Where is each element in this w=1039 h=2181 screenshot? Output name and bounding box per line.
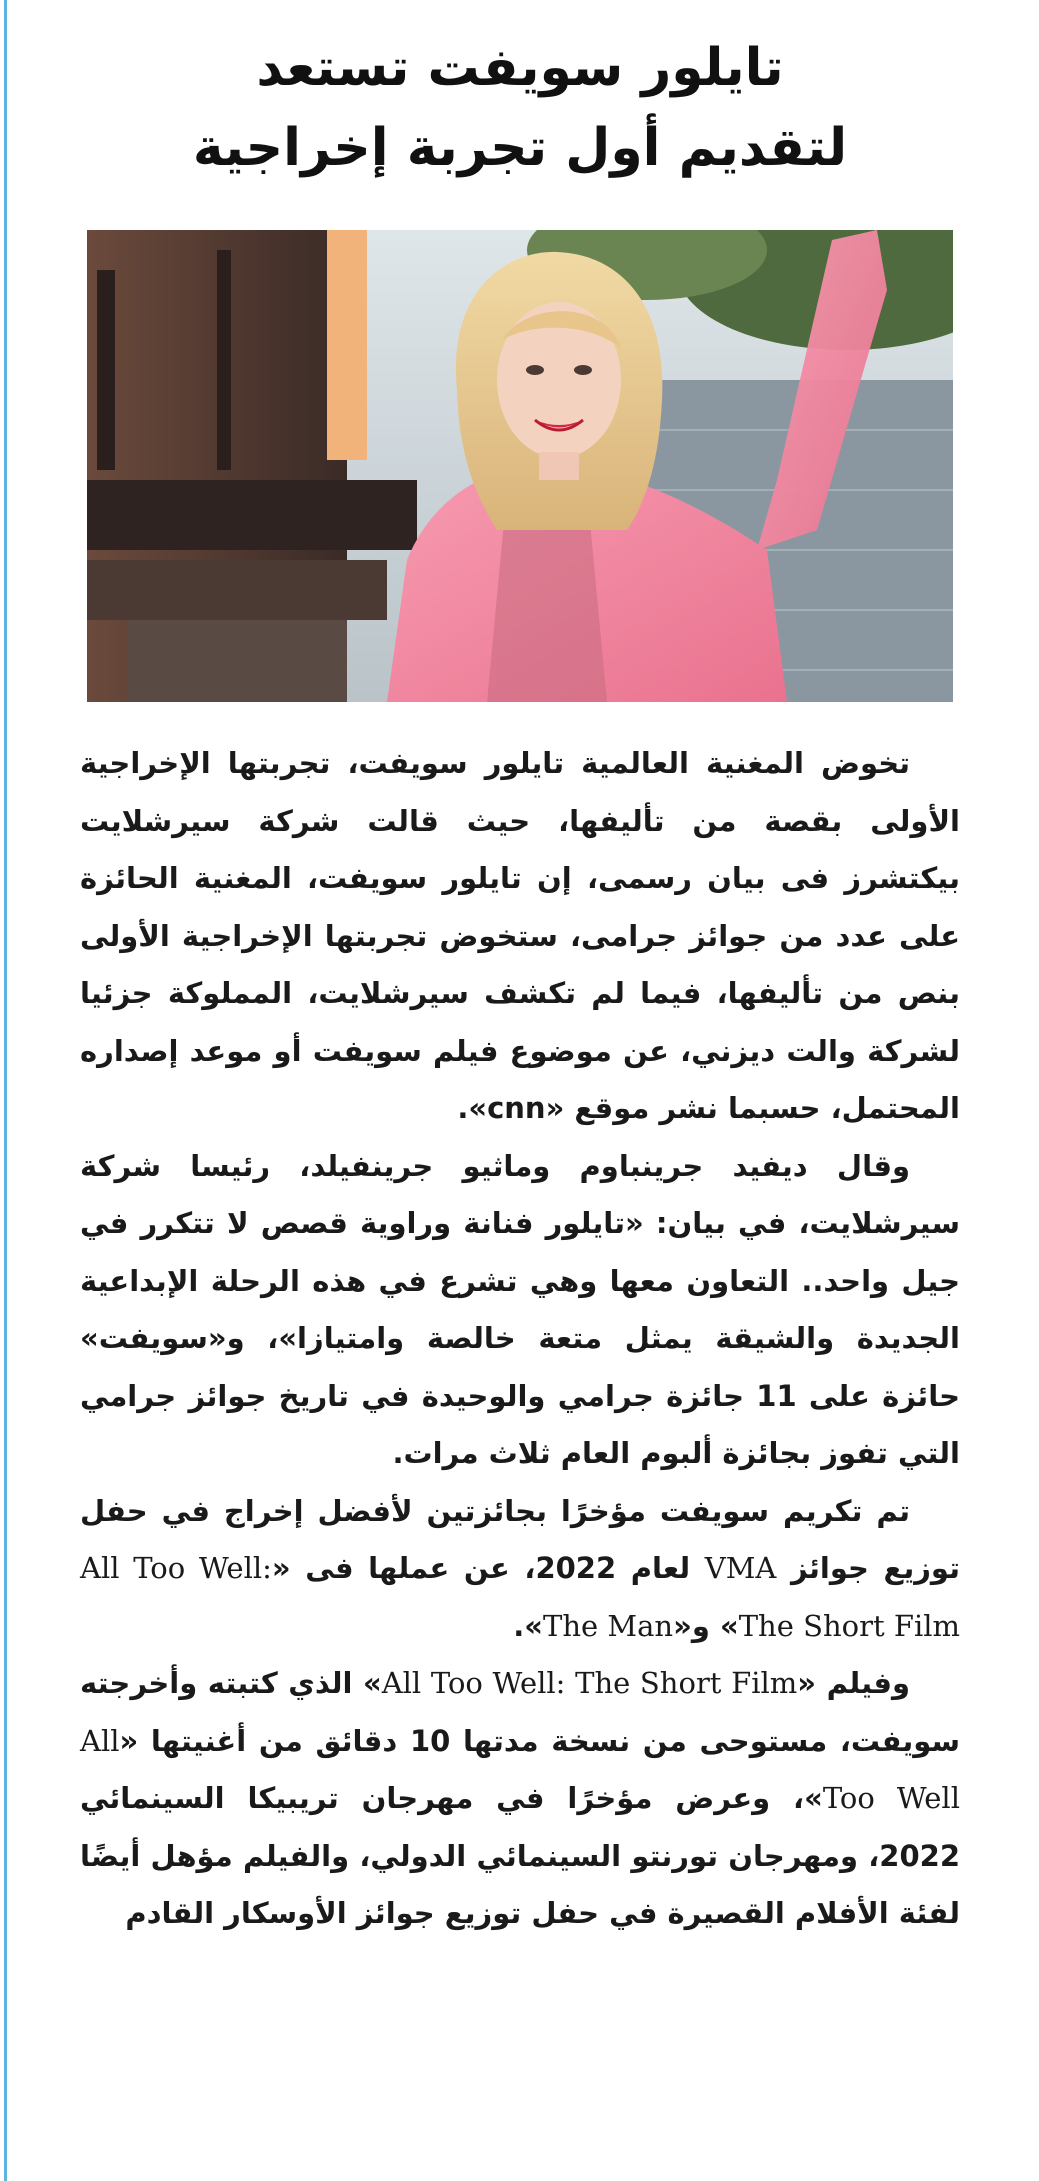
- short-film-title-2: All Too Well: The Short Film: [381, 1666, 798, 1700]
- paragraph-4-text-c: »، وعرض مؤخرًا في مهرجان تريبيكا السينمائي 2022، ومهرجان تورنتو السينمائي الدولي، والفيلم مؤهل أيضًا لفئة الأفلام القصيرة في حفل توزيع جوائز الأوسكار القادم: [80, 1781, 960, 1930]
- article-paragraph-1: تخوض المغنية العالمية تايلور سويفت، تجربتها الإخراجية الأولى بقصة من تأليفها، حيث قالت شركة سيرشلايت بيكتشرز فى بيان رسمى، إن تايلور سويفت، المغنية الحائزة على عدد من جوائز جرامى، ستخوض تجربتها الإخراجية الأولى بنص من تأليفها، فيما لم تكشف سيرشلايت، المملوكة جزئيا لشركة والت ديزني، عن موضوع فيلم سويفت أو موعد إصداره المحتمل، حسبما نشر موقع «cnn».: [80, 746, 960, 1125]
- article-photo: [87, 230, 953, 702]
- paragraph-3-text-d: ».: [513, 1608, 544, 1643]
- headline-line-1: تايلور سويفت تستعد: [256, 38, 784, 98]
- article-paragraph-3: [80, 1483, 960, 1656]
- headline-line-2: لتقديم أول تجربة إخراجية: [192, 118, 848, 178]
- paragraph-3-text-a: تم تكريم سويفت مؤخرًا بجائزتين لأفضل إخراج في حفل توزيع جوائز: [80, 1493, 961, 1585]
- song-title: All Too Well: [80, 1723, 960, 1815]
- paragraph-3-text-b: لعام 2022، عن عملها فى «: [271, 1551, 705, 1585]
- short-film-title: All Too Well: The Short Film: [80, 1551, 960, 1643]
- taylor-swift-photo-icon: [87, 230, 953, 702]
- article-paragraph-4: [80, 1655, 960, 1943]
- paragraph-4-text-b: » الذي كتبته وأخرجته سويفت، مستوحى من نسخة مدتها 10 دقائق من أغنيتها «: [80, 1666, 960, 1758]
- paragraph-4-text-a: وفيلم «: [797, 1666, 910, 1700]
- article-body: [80, 735, 960, 1943]
- column-divider-line: [4, 0, 7, 2181]
- the-man-title: The Man: [543, 1608, 674, 1643]
- article-headline: [60, 28, 980, 188]
- article-paragraph-2: وقال ديفيد جرينباوم وماثيو جرينفيلد، رئيسا شركة سيرشلايت، في بيان: «تايلور فنانة وراوية قصص لا تتكرر في جيل واحد.. التعاون معها وهي تشرع في هذه الرحلة الإبداعية الجديدة والشيقة يمثل متعة خالصة وامتيازا»، و«سويفت» حائزة على 11 جائزة جرامي والوحيدة في تاريخ جوائز جرامي التي تفوز بجائزة ألبوم العام ثلاث مرات.: [80, 1148, 960, 1470]
- vma-awards-name: VMA: [704, 1551, 777, 1585]
- paragraph-3-text-c: » و«: [673, 1608, 739, 1643]
